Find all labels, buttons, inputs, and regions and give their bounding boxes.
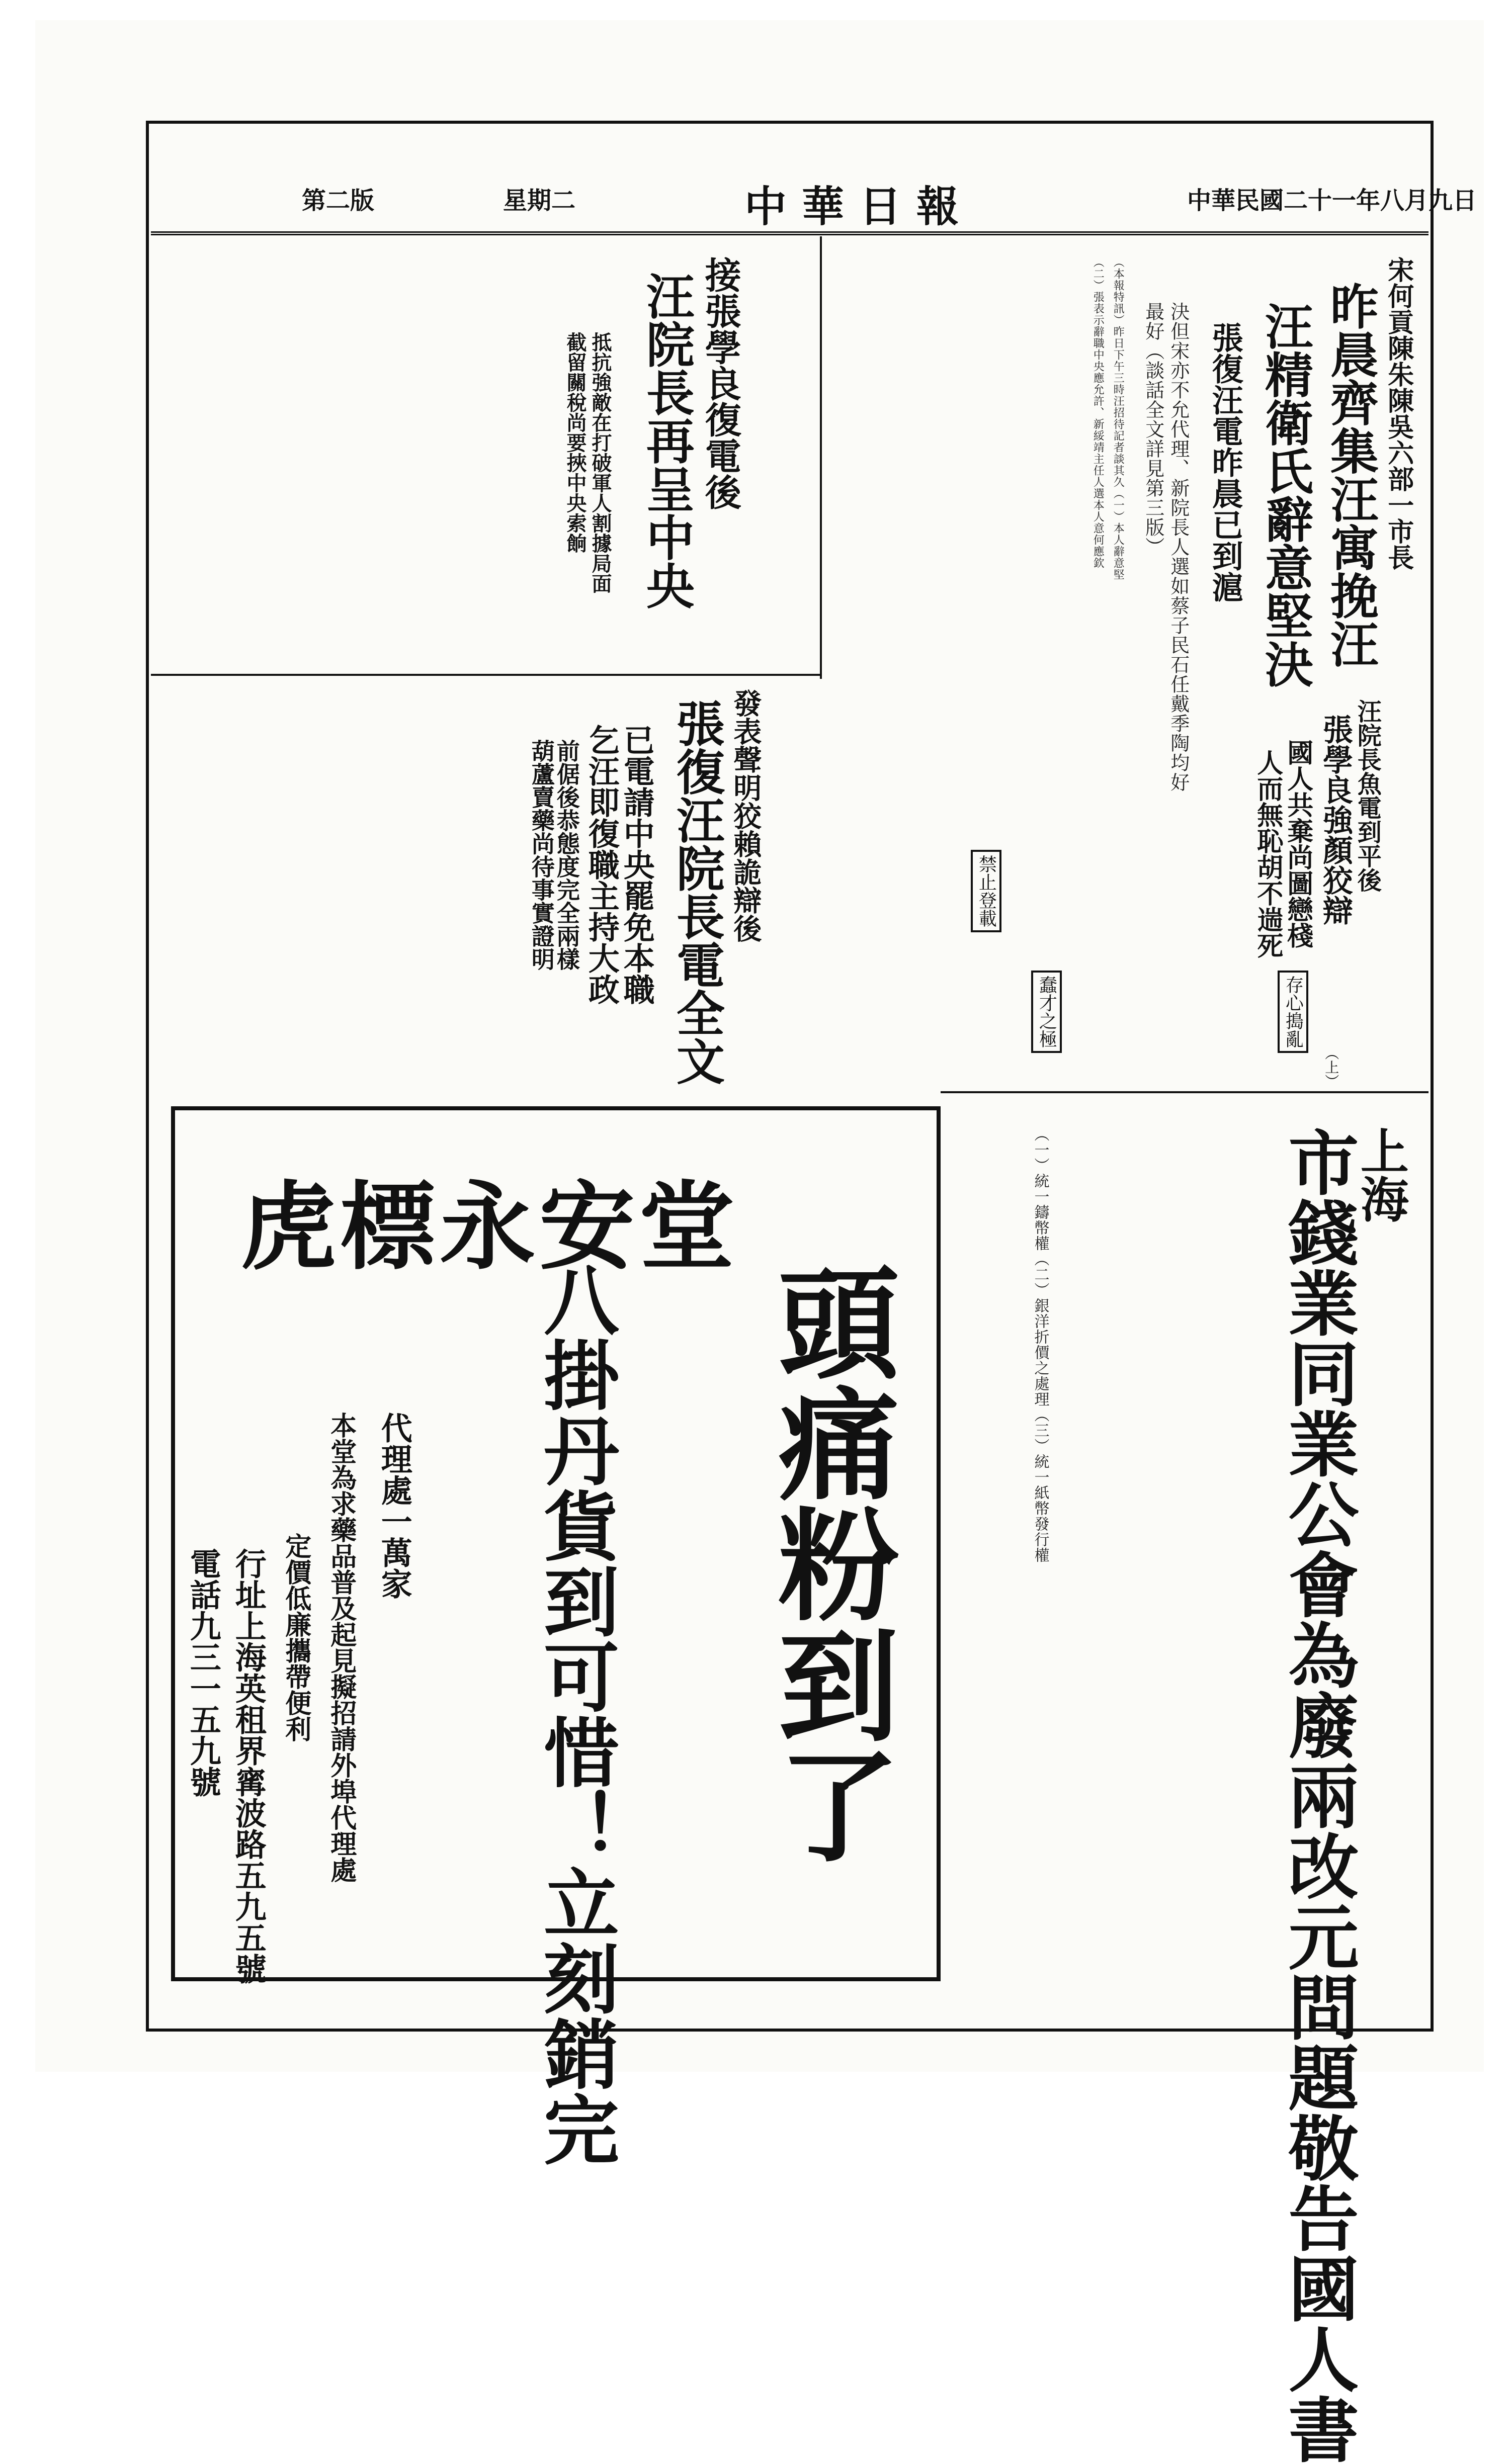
lower-headline: 張復汪院長電全文 [668,699,726,1085]
story-headline-3: 張復汪電昨晨已到滬 [1207,322,1244,602]
ad-product: 頭痛粉到了 [758,1261,900,1865]
ad-slogan: 八掛丹貨到可惜！立刻銷完 [531,1261,619,2166]
lower-sub-4: 葫蘆賣藥尚待事實證明 [528,739,555,971]
lower-sub-1: 已電請中央罷免本職 [618,724,655,1005]
masthead-page: 第二版 [302,187,375,215]
ad-phone: 電話九三一五九號 [185,1548,222,1797]
tag-jinzhi: 禁止登載 [971,850,1001,932]
masthead-weekday: 星期二 [503,187,576,215]
mid-sub-1: 抵抗強敵在打破軍人割據局面 [589,332,612,593]
right-headline-1: 汪院長魚電到平後 [1353,699,1382,892]
ad-agent: 代理處一萬家 [376,1412,413,1599]
right-note: （上） [1323,1046,1340,1088]
tag-cunxin: 存心搗亂 [1278,971,1308,1053]
masthead-title: 中華日報 [744,182,974,231]
lower-sub-2: 乞汪即復職主持大政 [583,724,620,1005]
story-body-1: （本報特訊）昨日下午三時汪招待記者談其久（一）本人辭意堅 [1112,256,1125,580]
advertisement [171,1106,941,2166]
right-headline-2: 張學良強顏狡辯 [1318,714,1353,925]
lower-prelude: 發表聲明狡賴詭辯後 [729,689,763,942]
tag-chuncai: 蠢才之極 [1031,971,1062,1053]
column-rule [820,236,822,679]
mid-headline-1: 接張學良復電後 [699,256,742,510]
story-body-2: （二）張表示辭職中央應允許、新綏靖主任人選本人意何應欽 [1092,256,1105,569]
trade-body: （一）統一鑄幣權（二）銀洋折價之處理（三）統一紙幣發行權 [1031,1126,1049,1563]
lower-rule [941,1091,1429,1093]
masthead-date: 中華民國二十一年八月九日 [1187,187,1477,215]
lower-sub-3: 前倨後恭態度完全兩樣 [553,739,580,971]
story-sub-2: 最好（談話全文詳見第三版） [1142,302,1164,557]
mid-sub-2: 截留關稅尚要挾中央索餉 [563,332,587,553]
ad-price: 定價低廉攜帶便利 [280,1533,311,1742]
ad-brand: 虎標永安堂 [240,1171,739,1283]
ad-notice: 本堂為求藥品普及起見擬招請外埠代理處 [325,1412,357,1883]
trade-lead: 上海 [1353,1126,1410,1223]
right-headline-3: 國人共棄尚圖戀棧 [1282,739,1313,948]
mid-headline-2: 汪院長再呈中央 [638,272,696,609]
story-headline-2: 汪精衛氏辭意堅決 [1257,302,1314,688]
story-sub-1: 決但宋亦不允代理、新院長人選如蔡子民石任戴季陶均好 [1167,302,1190,792]
row-rule [151,674,820,676]
story-intro: 宋何貢陳朱陳吳六部一市長 [1383,256,1414,570]
ad-address: 行址上海英租界寗波路五九五號 [230,1548,267,1984]
trade-headline: 市錢業同業公會為廢兩改元問題敬告國人書 [1277,1126,1359,2464]
right-headline-4: 人而無恥胡不遄死 [1252,749,1283,958]
newspaper-page [35,20,1484,2464]
story-headline-1: 昨晨齊集汪寓挽汪 [1322,282,1380,668]
